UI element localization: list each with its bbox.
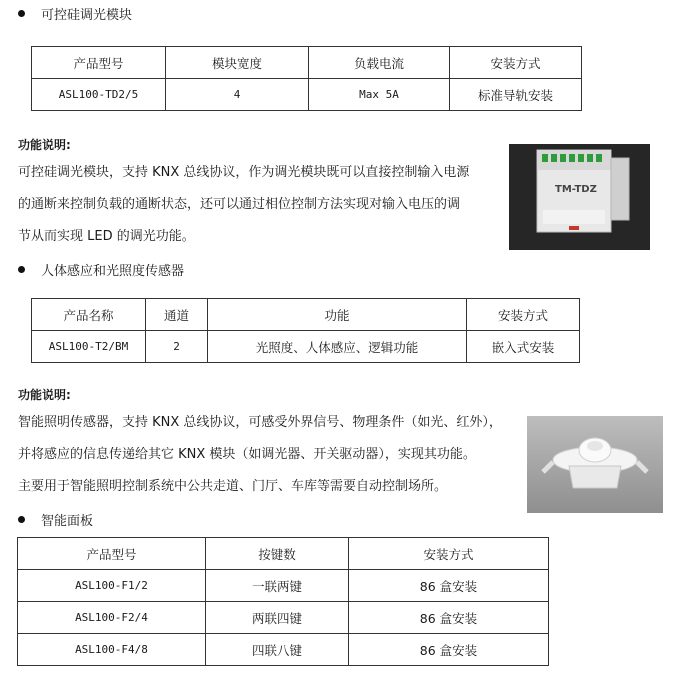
sensor-description: [18, 407, 502, 503]
table-cell: ASL100-F4/8: [18, 634, 206, 666]
table-cell: Max 5A: [309, 79, 450, 111]
section-title: 人体感应和光照度传感器: [41, 264, 185, 279]
table-cell: ASL100-T2/BM: [32, 331, 146, 363]
table-cell: ASL100-F2/4: [18, 602, 206, 634]
table-cell: 四联八键: [206, 634, 349, 666]
module-label: TM-TDZ: [555, 184, 597, 195]
description-line: 主要用于智能照明控制系统中公共走道、门厅、车库等需要自动控制场所。: [18, 479, 448, 494]
bullet-sensor: [18, 260, 184, 279]
table-row: [32, 331, 580, 363]
description-line: 并将感应的信息传递给其它 KNX 模块（如调光器、开关驱动器），实现其功能。: [18, 447, 476, 462]
table-header-cell: 按键数: [206, 538, 349, 570]
table-header-cell: 负载电流: [309, 47, 450, 79]
table-header-cell: 安装方式: [450, 47, 582, 79]
table-cell: 两联四键: [206, 602, 349, 634]
description-line: 节从而实现 LED 的调光功能。: [18, 229, 195, 244]
bullet-icon: [18, 516, 25, 523]
description-line: 可控硅调光模块，支持 KNX 总线协议，作为调光模块既可以直接控制输入电源: [18, 165, 470, 180]
table-cell: 86 盒安装: [349, 602, 549, 634]
section-title: 可控硅调光模块: [41, 8, 133, 23]
bullet-icon: [18, 10, 25, 17]
din-module-icon: [509, 144, 650, 250]
function-heading: 功能说明:: [18, 388, 71, 402]
description-line: 的通断来控制负载的通断状态，还可以通过相位控制方法实现对输入电压的调: [18, 197, 461, 212]
table-header-cell: 模块宽度: [166, 47, 309, 79]
table-row: [18, 602, 549, 634]
table-row: [18, 634, 549, 666]
table-header-cell: 产品名称: [32, 299, 146, 331]
table-cell: 86 盒安装: [349, 634, 549, 666]
bullet-dimmer-module: [18, 4, 132, 23]
table-row: [18, 570, 549, 602]
table-cell: 4: [166, 79, 309, 111]
table-header-row: [32, 299, 580, 331]
table-header-cell: 产品型号: [32, 47, 166, 79]
section-title: 智能面板: [41, 514, 94, 529]
table-cell: 标准导轨安装: [450, 79, 582, 111]
table-cell: 光照度、人体感应、逻辑功能: [208, 331, 467, 363]
table-cell: 2: [146, 331, 208, 363]
dimmer-spec-table: [31, 46, 582, 111]
dimmer-description: [18, 157, 469, 253]
description-line: 智能照明传感器，支持 KNX 总线协议，可感受外界信号、物理条件（如光、红外），: [18, 415, 502, 430]
table-header-row: [18, 538, 549, 570]
table-row: [32, 79, 582, 111]
table-header-cell: 产品型号: [18, 538, 206, 570]
dimmer-module-photo: [509, 144, 650, 250]
table-cell: 一联两键: [206, 570, 349, 602]
sensor-spec-table: [31, 298, 580, 363]
table-cell: 86 盒安装: [349, 570, 549, 602]
bullet-smart-panel: [18, 510, 93, 529]
table-header-cell: 通道: [146, 299, 208, 331]
table-cell: 嵌入式安装: [467, 331, 580, 363]
sensor-photo: [527, 416, 663, 513]
table-header-row: [32, 47, 582, 79]
table-header-cell: 安装方式: [467, 299, 580, 331]
sensor-device-icon: [527, 416, 663, 513]
table-header-cell: 功能: [208, 299, 467, 331]
panel-spec-table: [17, 537, 549, 666]
table-cell: ASL100-TD2/5: [32, 79, 166, 111]
function-heading: 功能说明:: [18, 138, 71, 152]
bullet-icon: [18, 266, 25, 273]
table-cell: ASL100-F1/2: [18, 570, 206, 602]
table-header-cell: 安装方式: [349, 538, 549, 570]
